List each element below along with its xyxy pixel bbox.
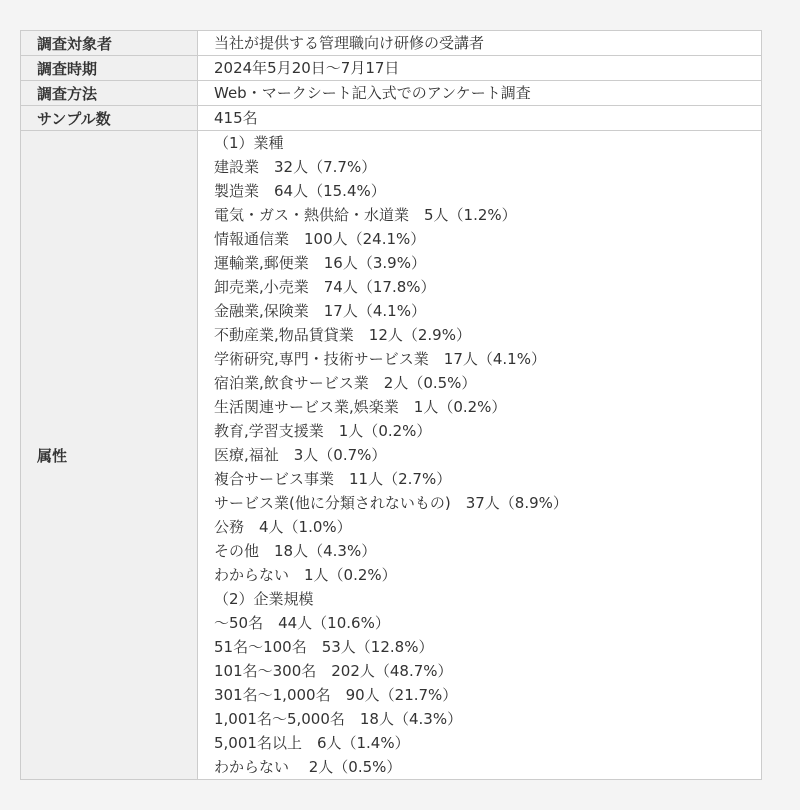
row-label-method: 調査方法 — [21, 81, 198, 106]
target-value-text: 当社が提供する管理職向け研修の受講者 — [214, 34, 485, 52]
row-value-target — [198, 31, 762, 56]
attribute-line: 金融業,保険業 17人（4.1%） — [214, 302, 426, 320]
attribute-line: 不動産業,物品賃貸業 12人（2.9%） — [214, 326, 471, 344]
table-row-target — [21, 31, 762, 56]
row-value-period — [198, 56, 762, 81]
row-label-sample: サンプル数 — [21, 106, 198, 131]
attribute-line: 学術研究,専門・技術サービス業 17人（4.1%） — [214, 350, 546, 368]
attribute-line: ～50名 44人（10.6%） — [214, 614, 390, 632]
survey-overview — [20, 30, 762, 780]
survey-table — [20, 30, 762, 780]
attribute-line: 情報通信業 100人（24.1%） — [214, 230, 426, 248]
attribute-line: 公務 4人（1.0%） — [214, 518, 352, 536]
attribute-line: （1）業種 — [214, 134, 284, 152]
attribute-line: サービス業(他に分類されないもの) 37人（8.9%） — [214, 494, 568, 512]
row-label-target: 調査対象者 — [21, 31, 198, 56]
attribute-line: 51名～100名 53人（12.8%） — [214, 638, 434, 656]
period-value-text: 2024年5月20日～7月17日 — [214, 59, 400, 77]
attribute-line: 301名～1,000名 90人（21.7%） — [214, 686, 458, 704]
attribute-line: 運輸業,郵便業 16人（3.9%） — [214, 254, 426, 272]
attribute-line: 101名～300名 202人（48.7%） — [214, 662, 453, 680]
attribute-line: 医療,福祉 3人（0.7%） — [214, 446, 387, 464]
table-row-sample — [21, 106, 762, 131]
attribute-line: 5,001名以上 6人（1.4%） — [214, 734, 410, 752]
attribute-line: 電気・ガス・熱供給・水道業 5人（1.2%） — [214, 206, 517, 224]
row-value-method — [198, 81, 762, 106]
attribute-line: わからない 2人（0.5%） — [214, 758, 402, 776]
attribute-line: その他 18人（4.3%） — [214, 542, 377, 560]
attribute-line: 複合サービス事業 11人（2.7%） — [214, 470, 452, 488]
row-label-attributes: 属性 — [21, 131, 198, 780]
table-row-attributes — [21, 131, 762, 780]
table-row-period — [21, 56, 762, 81]
method-value-text: Web・マークシート記入式でのアンケート調査 — [214, 84, 531, 102]
row-value-sample — [198, 106, 762, 131]
attribute-line: 教育,学習支援業 1人（0.2%） — [214, 422, 432, 440]
attribute-line: 建設業 32人（7.7%） — [214, 158, 377, 176]
attribute-line: わからない 1人（0.2%） — [214, 566, 397, 584]
attribute-line: 生活関連サービス業,娯楽業 1人（0.2%） — [214, 398, 507, 416]
attributes-list — [198, 131, 762, 780]
attribute-line: 製造業 64人（15.4%） — [214, 182, 386, 200]
table-row-method — [21, 81, 762, 106]
row-label-period: 調査時期 — [21, 56, 198, 81]
attribute-line: 宿泊業,飲食サービス業 2人（0.5%） — [214, 374, 477, 392]
sample-value-text: 415名 — [214, 109, 258, 127]
attribute-line: （2）企業規模 — [214, 590, 314, 608]
attribute-line: 卸売業,小売業 74人（17.8%） — [214, 278, 436, 296]
attribute-line: 1,001名～5,000名 18人（4.3%） — [214, 710, 463, 728]
